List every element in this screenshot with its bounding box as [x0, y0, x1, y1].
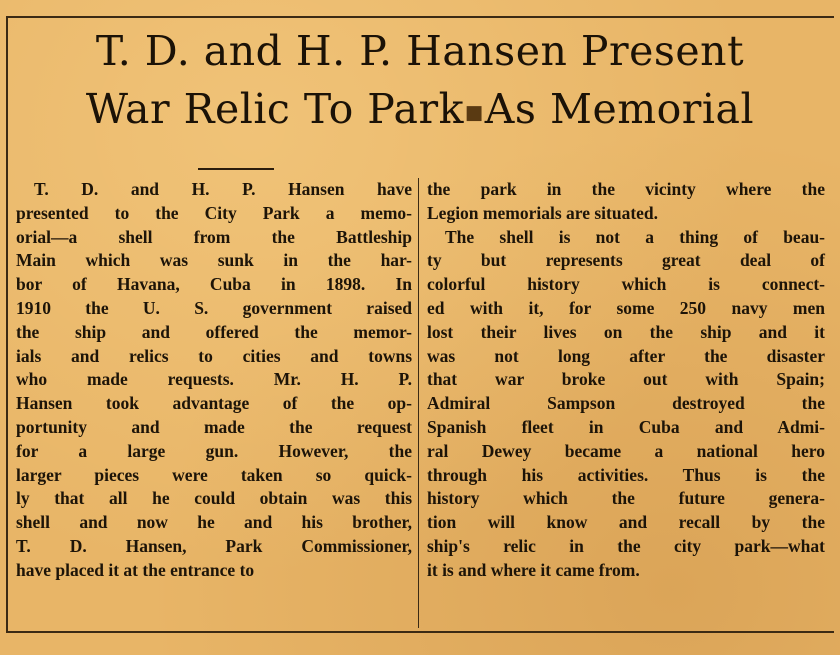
left-border-rule	[6, 16, 8, 633]
article-line: shell and now he and his brother,	[16, 512, 412, 533]
article-line: the park in the vicinty where the	[427, 179, 825, 199]
article-line: ty but represents great deal of	[427, 250, 825, 271]
article-line: ral Dewey became a national hero	[427, 440, 825, 461]
article-line: was not long after the disaster	[427, 345, 825, 366]
article-line: Legion memorials are situated.	[427, 202, 659, 223]
article-line: T. D. and H. P. Hansen have	[34, 179, 412, 199]
article-line: portunity and made the request	[16, 416, 412, 437]
article-line: larger pieces were taken so quick-	[16, 464, 412, 485]
article-line: ly that all he could obtain was this	[16, 488, 412, 509]
article-line: it is and where it came from.	[427, 559, 640, 580]
headline-line-2	[10, 80, 830, 142]
article-line: Hansen took advantage of the op-	[16, 393, 412, 414]
article-line: the ship and offered the memor-	[16, 321, 412, 342]
article-line: through his activities. Thus is the	[427, 464, 825, 485]
article-line: ed with it, for some 250 navy men	[427, 297, 825, 318]
print-blemish-mark: ▪	[463, 94, 485, 130]
article-line: that war broke out with Spain;	[427, 369, 825, 390]
article-line: lost their lives on the ship and it	[427, 321, 825, 342]
column-divider	[418, 178, 419, 628]
article-column-right	[427, 178, 825, 583]
article-line: Admiral Sampson destroyed the	[427, 393, 825, 414]
article-line: presented to the City Park a memo-	[16, 202, 412, 223]
headline-line-2-part-a: War Relic To Park	[85, 85, 464, 133]
article-line: T. D. Hansen, Park Commissioner,	[16, 535, 412, 556]
article-line: bor of Havana, Cuba in 1898. In	[16, 274, 412, 295]
headline-separator-rule	[198, 168, 274, 170]
article-line: Spanish fleet in Cuba and Admi-	[427, 416, 825, 437]
article-column-left	[16, 178, 412, 583]
article-line: colorful history which is connect-	[427, 274, 825, 295]
article-line: 1910 the U. S. government raised	[16, 297, 412, 318]
article-line: for a large gun. However, the	[16, 440, 412, 461]
article-line: orial—a shell from the Battleship	[16, 226, 412, 247]
headline-line-2-part-b: As Memorial	[484, 85, 755, 133]
article-line: Main which was sunk in the har-	[16, 250, 412, 271]
article-line: history which the future genera-	[427, 488, 825, 509]
article-line: ship's relic in the city park—what	[427, 535, 825, 556]
article-line: ials and relics to cities and towns	[16, 345, 412, 366]
article-line: The shell is not a thing of beau-	[445, 226, 825, 247]
article-line: have placed it at the entrance to	[16, 559, 255, 580]
article-line: tion will know and recall by the	[427, 512, 825, 533]
headline-line-1: T. D. and H. P. Hansen Present	[95, 27, 745, 75]
bottom-border-rule	[6, 631, 834, 633]
top-border-rule	[6, 16, 834, 18]
headline	[10, 22, 830, 142]
article-line: who made requests. Mr. H. P.	[16, 369, 412, 390]
